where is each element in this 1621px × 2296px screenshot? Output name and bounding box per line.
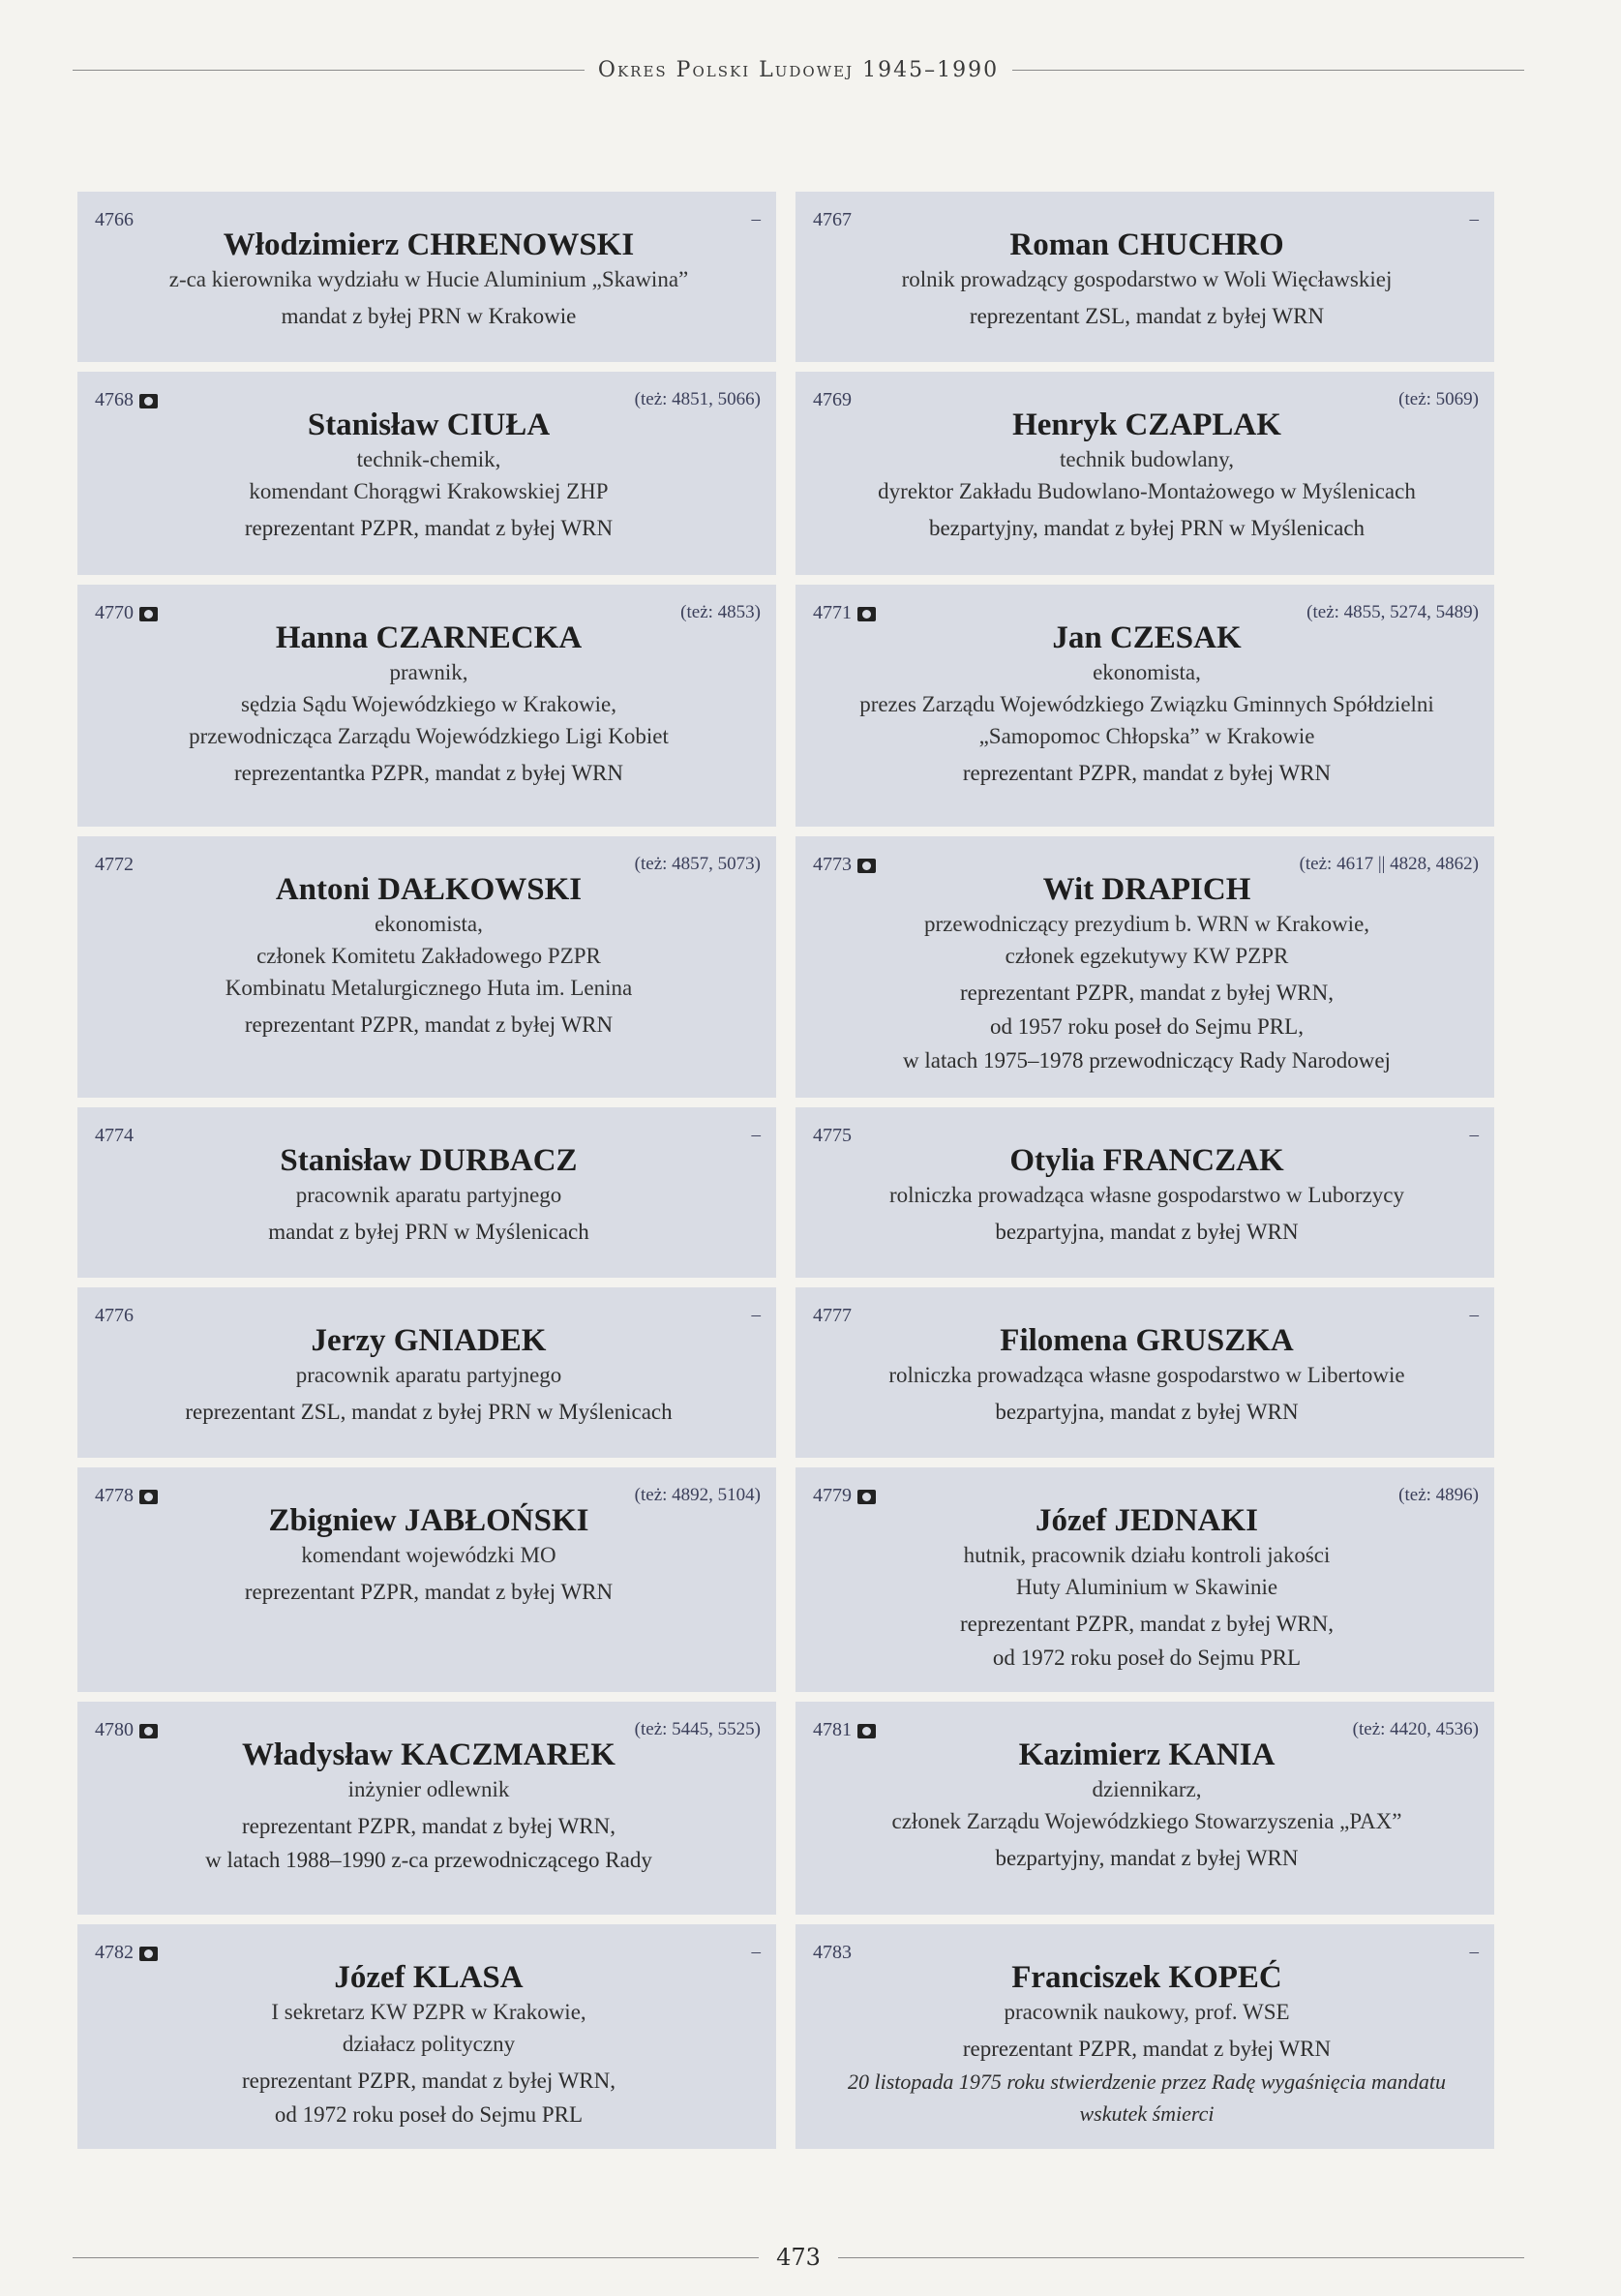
entry-card bbox=[77, 1702, 776, 1915]
entry-description-line: komendant Chorągwi Krakowskiej ZHP bbox=[249, 479, 609, 503]
entry-card bbox=[795, 1702, 1494, 1915]
entry-name: Otylia FRANCZAK bbox=[1009, 1143, 1284, 1178]
entry-cross-reference: (też: 5069) bbox=[1398, 389, 1479, 409]
entry-name: Filomena GRUSZKA bbox=[1000, 1323, 1294, 1358]
entry-description-line: przewodniczący prezydium b. WRN w Krakowie, bbox=[923, 912, 1370, 936]
entry-number bbox=[813, 854, 876, 876]
entry-name: Stanisław DURBACZ bbox=[280, 1143, 578, 1178]
entry-card bbox=[795, 836, 1494, 1098]
entry-mandate-line: reprezentant PZPR, mandat z byłej WRN, bbox=[959, 981, 1334, 1005]
entry-mandate bbox=[813, 756, 1481, 790]
photo-icon bbox=[857, 1724, 876, 1738]
entry-card bbox=[795, 1107, 1494, 1278]
footer-rule-right bbox=[838, 2257, 1524, 2258]
entry-name: Kazimierz KANIA bbox=[1018, 1737, 1276, 1772]
entry-card bbox=[77, 836, 776, 1098]
entry-mandate-line: od 1972 roku poseł do Sejmu PRL bbox=[992, 1646, 1302, 1670]
entry-number-label: 4773 bbox=[813, 854, 852, 875]
entry-mandate bbox=[813, 511, 1481, 545]
entry-number-label: 4778 bbox=[95, 1485, 134, 1506]
entry-mandate-line: w latach 1975–1978 przewodniczący Rady Narodowej bbox=[903, 1048, 1391, 1072]
entry-number bbox=[95, 209, 134, 231]
entry-mandate bbox=[95, 299, 763, 333]
entry-description-line: ekonomista, bbox=[375, 912, 483, 936]
entry-number-label: 4772 bbox=[95, 854, 134, 875]
entry-name: Józef KLASA bbox=[334, 1960, 524, 1995]
entry-number-label: 4776 bbox=[95, 1305, 134, 1326]
entry-mandate-line: reprezentant PZPR, mandat z byłej WRN, bbox=[959, 1612, 1334, 1636]
entry-description-line: członek Zarządu Wojewódzkiego Stowarzyszenia „PAX” bbox=[891, 1809, 1402, 1833]
entry-card bbox=[795, 1287, 1494, 1458]
entry-description-line: sędzia Sądu Wojewódzkiego w Krakowie, bbox=[241, 692, 616, 716]
entry-name: Józef JEDNAKI bbox=[1035, 1503, 1259, 1538]
entry-description-line: pracownik aparatu partyjnego bbox=[295, 1363, 562, 1387]
entry-number bbox=[95, 389, 158, 411]
entry-card bbox=[77, 372, 776, 575]
entry-name: Hanna CZARNECKA bbox=[275, 620, 583, 655]
entry-cross-reference: – bbox=[1469, 1305, 1479, 1325]
entry-cross-reference: (też: 4857, 5073) bbox=[634, 854, 761, 874]
entry-card bbox=[795, 372, 1494, 575]
entry-mandate-line: od 1957 roku poseł do Sejmu PRL, bbox=[990, 1014, 1304, 1039]
entry-description-line: „Samopomoc Chłopska” w Krakowie bbox=[978, 724, 1315, 748]
entry-description-line: ekonomista, bbox=[1093, 660, 1201, 684]
entry-mandate-line: mandat z byłej PRN w Krakowie bbox=[281, 304, 577, 328]
entry-number bbox=[95, 1305, 134, 1327]
entry-name: Zbigniew JABŁOŃSKI bbox=[268, 1503, 589, 1538]
entry-description-line: z-ca kierownika wydziału w Hucie Aluminium „Skawina” bbox=[168, 267, 689, 291]
entry-number-label: 4777 bbox=[813, 1305, 852, 1326]
entry-cross-reference: – bbox=[751, 1942, 761, 1962]
entry-number-label: 4766 bbox=[95, 209, 134, 230]
entry-description-line: hutnik, pracownik działu kontroli jakości bbox=[963, 1543, 1331, 1567]
entry-number-label: 4771 bbox=[813, 602, 852, 623]
entry-number bbox=[95, 602, 158, 624]
entry-number bbox=[95, 1719, 158, 1741]
entry-number bbox=[95, 1942, 158, 1964]
entry-cross-reference: (też: 4896) bbox=[1398, 1485, 1479, 1505]
entry-mandate-line: reprezentant PZPR, mandat z byłej WRN bbox=[244, 1580, 614, 1604]
entry-mandate bbox=[813, 1841, 1481, 1875]
entry-number bbox=[813, 1125, 852, 1147]
entry-card bbox=[795, 192, 1494, 362]
entry-number-label: 4782 bbox=[95, 1942, 134, 1963]
entry-mandate-line: reprezentant PZPR, mandat z byłej WRN, bbox=[241, 1814, 615, 1838]
entry-description-line: rolnik prowadzący gospodarstwo w Woli Więcławskiej bbox=[901, 267, 1393, 291]
entry-description-line: przewodnicząca Zarządu Wojewódzkiego Ligi Kobiet bbox=[189, 724, 669, 748]
entry-name: Antoni DAŁKOWSKI bbox=[275, 872, 583, 907]
photo-icon bbox=[139, 607, 158, 621]
entry-name: Jan CZESAK bbox=[1052, 620, 1242, 655]
entry-description-line: prezes Zarządu Wojewódzkiego Związku Gminnych Spółdzielni bbox=[859, 692, 1434, 716]
entry-mandate-line: bezpartyjny, mandat z byłej PRN w Myślenicach bbox=[928, 516, 1366, 540]
entry-number bbox=[95, 1125, 134, 1147]
entry-cross-reference: – bbox=[751, 209, 761, 229]
entry-mandate bbox=[813, 1215, 1481, 1249]
entry-number-label: 4768 bbox=[95, 389, 134, 410]
entry-name: Franciszek KOPEĆ bbox=[1011, 1960, 1282, 1995]
entry-cross-reference: – bbox=[1469, 1125, 1479, 1145]
photo-icon bbox=[139, 1724, 158, 1738]
entry-cross-reference: (też: 4892, 5104) bbox=[634, 1485, 761, 1505]
entry-number bbox=[813, 1942, 852, 1964]
entry-card bbox=[77, 1467, 776, 1692]
photo-icon bbox=[857, 607, 876, 621]
entry-description-line: dyrektor Zakładu Budowlano-Montażowego w Myślenicach bbox=[878, 479, 1416, 503]
entry-number-label: 4770 bbox=[95, 602, 134, 623]
entry-mandate-line: reprezentant PZPR, mandat z byłej WRN bbox=[244, 1012, 614, 1037]
entry-mandate bbox=[95, 1008, 763, 1042]
entry-mandate bbox=[813, 1395, 1481, 1429]
entry-number-label: 4781 bbox=[813, 1719, 852, 1740]
entry-mandate bbox=[813, 976, 1481, 1077]
entry-description-line: członek egzekutywy KW PZPR bbox=[1005, 944, 1289, 968]
entry-name: Włodzimierz CHRENOWSKI bbox=[223, 227, 635, 262]
entry-cross-reference: – bbox=[1469, 209, 1479, 229]
entry-mandate-line: reprezentant PZPR, mandat z byłej WRN bbox=[962, 2037, 1332, 2061]
entry-number-label: 4774 bbox=[95, 1125, 134, 1146]
entry-mandate bbox=[95, 1575, 763, 1609]
entry-card bbox=[77, 1287, 776, 1458]
entry-name: Wit DRAPICH bbox=[1042, 872, 1251, 907]
entry-description-line: pracownik aparatu partyjnego bbox=[295, 1183, 562, 1207]
entry-number bbox=[813, 602, 876, 624]
entry-cross-reference: (też: 4617 || 4828, 4862) bbox=[1299, 854, 1479, 874]
entry-mandate-line: reprezentant PZPR, mandat z byłej WRN bbox=[244, 516, 614, 540]
entry-mandate bbox=[95, 1809, 763, 1877]
entry-cross-reference: (też: 4853) bbox=[680, 602, 761, 622]
entry-number bbox=[813, 209, 852, 231]
entry-description-line: komendant wojewódzki MO bbox=[301, 1543, 556, 1567]
entry-name: Stanisław CIUŁA bbox=[307, 408, 551, 442]
entry-number-label: 4783 bbox=[813, 1942, 852, 1963]
entry-cross-reference: – bbox=[751, 1305, 761, 1325]
photo-icon bbox=[857, 1490, 876, 1504]
entry-mandate-line: reprezentantka PZPR, mandat z byłej WRN bbox=[234, 761, 623, 785]
entry-mandate-line: bezpartyjna, mandat z byłej WRN bbox=[995, 1400, 1299, 1424]
entry-mandate bbox=[813, 2032, 1481, 2066]
entry-number-label: 4779 bbox=[813, 1485, 852, 1506]
entry-description-line: I sekretarz KW PZPR w Krakowie, bbox=[271, 2000, 586, 2024]
entry-mandate-line: od 1972 roku poseł do Sejmu PRL bbox=[274, 2102, 584, 2127]
entry-mandate bbox=[813, 299, 1481, 333]
running-header bbox=[73, 52, 1524, 87]
photo-icon bbox=[139, 394, 158, 408]
header-rule-right bbox=[1012, 70, 1524, 71]
page-footer bbox=[73, 2240, 1524, 2275]
entry-mandate bbox=[95, 2064, 763, 2131]
entry-card bbox=[795, 1924, 1494, 2149]
entry-description-line: Huty Aluminium w Skawinie bbox=[1015, 1575, 1278, 1599]
entry-cross-reference: (też: 4420, 4536) bbox=[1352, 1719, 1479, 1739]
entry-description-line: członek Komitetu Zakładowego PZPR bbox=[256, 944, 601, 968]
entry-name: Władysław KACZMAREK bbox=[242, 1737, 615, 1772]
entry-cross-reference: (też: 5445, 5525) bbox=[634, 1719, 761, 1739]
entry-card bbox=[795, 585, 1494, 827]
entry-cross-reference: – bbox=[1469, 1942, 1479, 1962]
footer-rule-left bbox=[73, 2257, 759, 2258]
entry-card bbox=[77, 192, 776, 362]
entry-description-line: dziennikarz, bbox=[1092, 1777, 1202, 1801]
entry-card bbox=[77, 1924, 776, 2149]
entry-description-line: technik-chemik, bbox=[356, 447, 501, 471]
entry-number bbox=[813, 1305, 852, 1327]
entry-name: Jerzy GNIADEK bbox=[311, 1323, 547, 1358]
entry-mandate-line: reprezentant PZPR, mandat z byłej WRN bbox=[962, 761, 1332, 785]
entry-mandate-line: reprezentant PZPR, mandat z byłej WRN, bbox=[241, 2069, 615, 2093]
photo-icon bbox=[857, 859, 876, 873]
entry-mandate bbox=[95, 1395, 763, 1429]
entry-cross-reference: – bbox=[751, 1125, 761, 1145]
entry-description-line: rolniczka prowadząca własne gospodarstwo w Luborzycy bbox=[889, 1183, 1404, 1207]
entry-card bbox=[77, 1107, 776, 1278]
entry-description-line: technik budowlany, bbox=[1060, 447, 1234, 471]
entry-number bbox=[95, 854, 134, 876]
entry-mandate bbox=[95, 756, 763, 790]
entry-cross-reference: (też: 4855, 5274, 5489) bbox=[1306, 602, 1479, 622]
entry-number bbox=[813, 389, 852, 411]
entry-name: Henryk CZAPLAK bbox=[1012, 408, 1281, 442]
entry-note-line: wskutek śmierci bbox=[1079, 2101, 1215, 2126]
entry-cross-reference: (też: 4851, 5066) bbox=[634, 389, 761, 409]
entry-description-line: działacz polityczny bbox=[342, 2032, 516, 2056]
page-number: 473 bbox=[776, 2244, 821, 2271]
entry-mandate-line: bezpartyjny, mandat z byłej WRN bbox=[995, 1846, 1299, 1870]
entry-number-label: 4780 bbox=[95, 1719, 134, 1740]
running-header-title: Okres Polski Ludowej 1945–1990 bbox=[597, 57, 1000, 82]
entry-card bbox=[77, 585, 776, 827]
entry-mandate bbox=[95, 1215, 763, 1249]
entry-number-label: 4769 bbox=[813, 389, 852, 410]
entry-mandate bbox=[813, 1607, 1481, 1675]
photo-icon bbox=[139, 1947, 158, 1961]
entry-description-line: prawnik, bbox=[389, 660, 468, 684]
entry-mandate-line: mandat z byłej PRN w Myślenicach bbox=[268, 1220, 589, 1244]
entry-description-line: pracownik naukowy, prof. WSE bbox=[1004, 2000, 1290, 2024]
entry-mandate-line: bezpartyjna, mandat z byłej WRN bbox=[995, 1220, 1299, 1244]
entry-number bbox=[813, 1485, 876, 1507]
entry-number-label: 4775 bbox=[813, 1125, 852, 1146]
entry-description-line: rolniczka prowadząca własne gospodarstwo w Libertowie bbox=[888, 1363, 1405, 1387]
photo-icon bbox=[139, 1490, 158, 1504]
entry-description-line: inżynier odlewnik bbox=[347, 1777, 510, 1801]
entry-card bbox=[795, 1467, 1494, 1692]
entry-mandate bbox=[95, 511, 763, 545]
entry-number bbox=[95, 1485, 158, 1507]
entry-mandate-line: reprezentant ZSL, mandat z byłej WRN bbox=[969, 304, 1325, 328]
entry-mandate-line: reprezentant ZSL, mandat z byłej PRN w Myślenicach bbox=[185, 1400, 673, 1424]
header-rule-left bbox=[73, 70, 585, 71]
entry-name: Roman CHUCHRO bbox=[1009, 227, 1284, 262]
entry-number bbox=[813, 1719, 876, 1741]
entry-mandate-line: w latach 1988–1990 z-ca przewodniczącego Rady bbox=[205, 1848, 652, 1872]
entry-description-line: Kombinatu Metalurgicznego Huta im. Lenina bbox=[225, 976, 633, 1000]
entry-number-label: 4767 bbox=[813, 209, 852, 230]
entry-note-line: 20 listopada 1975 roku stwierdzenie przez Radę wygaśnięcia mandatu bbox=[848, 2069, 1446, 2094]
